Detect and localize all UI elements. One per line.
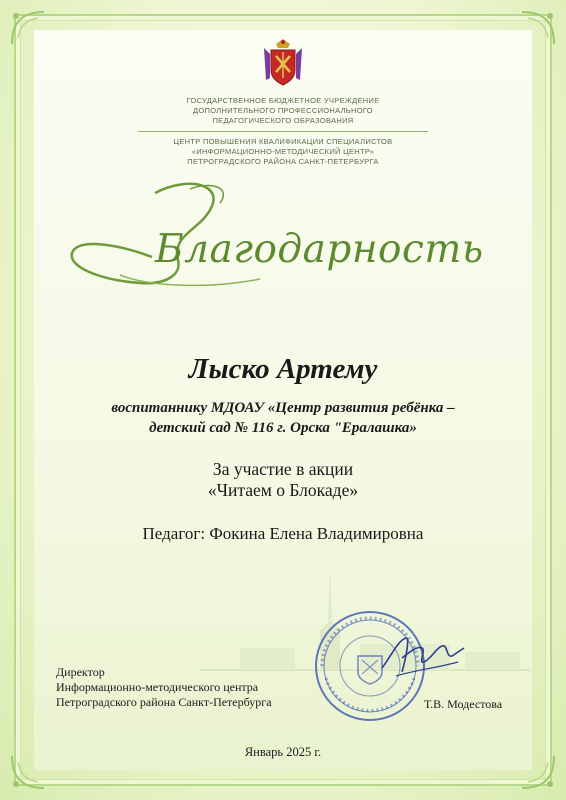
affiliation-line: воспитаннику МДОАУ «Центр развития ребёнка – [111, 400, 455, 416]
coat-of-arms-icon [262, 38, 304, 88]
director-district: Петроградского района Санкт-Петербурга [56, 695, 272, 709]
teacher-line: Педагог: Фокина Елена Владимировна [142, 524, 424, 543]
header-divider [138, 131, 428, 132]
org-line: ПЕДАГОГИЧЕСКОГО ОБРАЗОВАНИЯ [212, 116, 354, 125]
title-block [60, 175, 500, 295]
affiliation-line: детский сад № 116 г. Орска "Ералашка» [149, 420, 417, 436]
participation-line: «Читаем о Блокаде» [207, 480, 359, 500]
org-line: ДОПОЛНИТЕЛЬНОГО ПРОФЕССИОНАЛЬНОГО [193, 106, 373, 115]
corner-ornament-icon [518, 8, 558, 48]
director-block [56, 665, 272, 710]
org-line: ПЕТРОГРАДСКОГО РАЙОНА САНКТ-ПЕТЕРБУРГА [187, 157, 379, 166]
org-line: ГОСУДАРСТВЕННОЕ БЮДЖЕТНОЕ УЧРЕЖДЕНИЕ [186, 96, 380, 105]
director-org: Информационно-методического центра [56, 680, 259, 694]
issue-date: Январь 2025 г. [244, 745, 322, 759]
org-line: «ИНФОРМАЦИОННО-МЕТОДИЧЕСКИЙ ЦЕНТР» [191, 147, 375, 156]
director-signature [376, 628, 466, 684]
recipient-name: Лыско Артему [188, 353, 378, 385]
certificate-title: Благодарность [155, 227, 484, 272]
recipient-affiliation [70, 398, 496, 438]
participation-text [0, 459, 566, 501]
org-line: ЦЕНТР ПОВЫШЕНИЯ КВАЛИФИКАЦИИ СПЕЦИАЛИСТОВ [173, 137, 393, 146]
organization-header [0, 96, 566, 126]
director-title: Директор [56, 665, 105, 679]
participation-line: За участие в акции [212, 459, 354, 479]
corner-ornament-icon [8, 8, 48, 48]
signer-name: Т.В. Модестова [424, 697, 503, 711]
center-header [0, 137, 566, 167]
